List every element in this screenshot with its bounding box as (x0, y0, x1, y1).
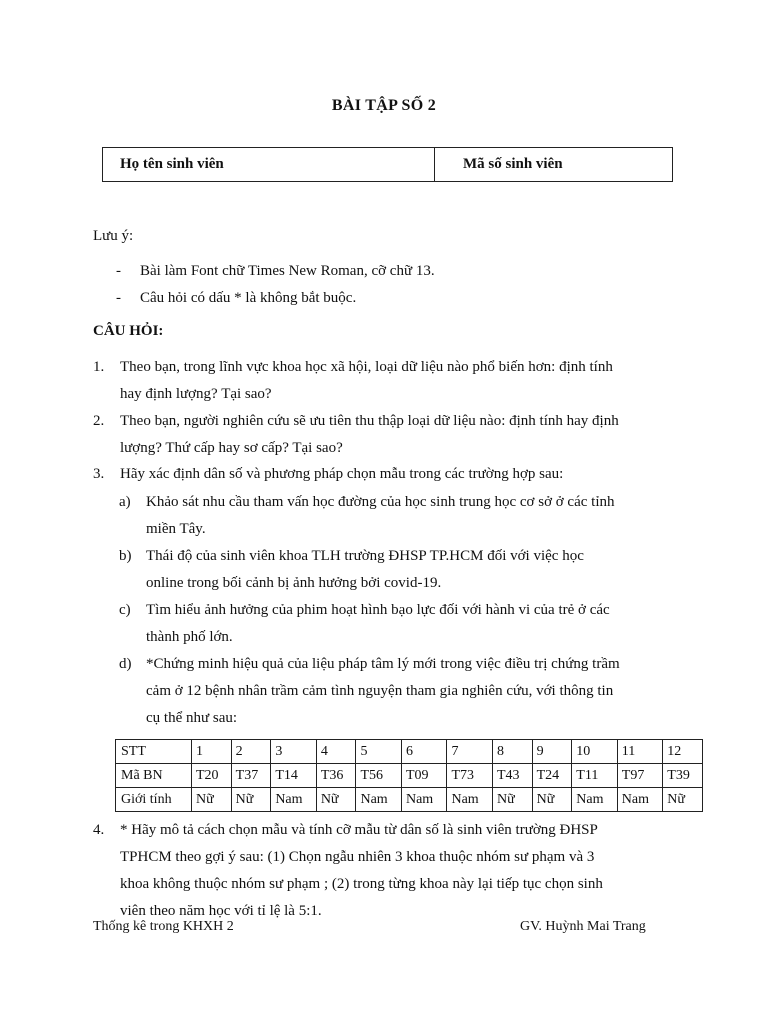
table-cell: Nữ (192, 788, 232, 812)
question-2 (93, 408, 683, 462)
table-cell: 12 (663, 740, 703, 764)
sub-question-text: Tìm hiểu ảnh hưởng của phim hoạt hình bạo lực đối với hành vi của trẻ ở các thành phố lớn. (146, 602, 610, 645)
question-text: Theo bạn, trong lĩnh vực khoa học xã hội, loại dữ liệu nào phổ biến hơn: định tính hay định lượng? Tại sao? (120, 359, 613, 402)
question-number: 3. (93, 466, 105, 482)
question-number: 4. (93, 822, 105, 838)
table-cell: 8 (492, 740, 532, 764)
table-cell: T09 (401, 764, 447, 788)
table-cell: Nam (572, 788, 618, 812)
table-cell: 5 (356, 740, 402, 764)
sub-question-a (119, 489, 679, 543)
sub-question-c (119, 597, 679, 651)
table-cell: 11 (617, 740, 663, 764)
table-row (116, 764, 703, 788)
table-cell: 10 (572, 740, 618, 764)
table-cell: T56 (356, 764, 402, 788)
question-number: 2. (93, 413, 105, 429)
table-cell: 9 (532, 740, 572, 764)
student-name-label: Họ tên sinh viên (103, 148, 435, 181)
sub-question-text: Thái độ của sinh viên khoa TLH trường ĐHSP TP.HCM đối với việc học online trong bối cảnh bị ảnh hưởng bởi covid-19. (146, 548, 584, 591)
table-cell: T39 (663, 764, 703, 788)
sub-question-letter: c) (119, 602, 131, 618)
table-cell: Nam (401, 788, 447, 812)
table-row (116, 788, 703, 812)
question-3 (93, 461, 683, 488)
sub-question-letter: b) (119, 548, 132, 564)
table-cell: 7 (447, 740, 493, 764)
sub-question-letter: a) (119, 494, 131, 510)
sub-question-text: *Chứng minh hiệu quả của liệu pháp tâm lý mới trong việc điều trị chứng trầm cảm ở 12 bệnh nhân trầm cảm tình nguyện tham gia nghiên cứu, với thông tin cụ thể như sau: (146, 656, 620, 726)
table-cell: Nam (617, 788, 663, 812)
table-cell: Nữ (492, 788, 532, 812)
sub-question-letter: d) (119, 656, 132, 672)
note-item-text: Bài làm Font chữ Times New Roman, cỡ chữ 13. (140, 263, 435, 279)
note-label: Lưu ý: (93, 228, 134, 244)
table-row-header: Mã BN (116, 764, 192, 788)
table-cell: T11 (572, 764, 618, 788)
table-cell: T37 (231, 764, 271, 788)
table-row-header: STT (116, 740, 192, 764)
table-cell: T20 (192, 764, 232, 788)
question-text: Hãy xác định dân số và phương pháp chọn mẫu trong các trường hợp sau: (120, 466, 564, 482)
question-number: 1. (93, 359, 105, 375)
table-cell: 6 (401, 740, 447, 764)
table-cell: Nữ (532, 788, 572, 812)
note-item-text: Câu hỏi có dấu * là không bắt buộc. (140, 290, 357, 306)
table-cell: T14 (271, 764, 317, 788)
question-4 (93, 817, 683, 925)
table-cell: T36 (316, 764, 356, 788)
table-cell: Nữ (231, 788, 271, 812)
note-item: - Câu hỏi có dấu * là không bắt buộc. (116, 290, 357, 306)
page-title: BÀI TẬP SỐ 2 (331, 97, 437, 114)
table-cell: T43 (492, 764, 532, 788)
question-1 (93, 354, 683, 408)
table-row-header: Giới tính (116, 788, 192, 812)
table-cell: 2 (231, 740, 271, 764)
question-text: Theo bạn, người nghiên cứu sẽ ưu tiên thu thập loại dữ liệu nào: định tính hay định lượng? Thứ cấp hay sơ cấp? Tại sao? (120, 413, 619, 456)
table-cell: T24 (532, 764, 572, 788)
table-cell: Nam (447, 788, 493, 812)
sub-question-b (119, 543, 679, 597)
sub-question-text: Khảo sát nhu cầu tham vấn học đường của học sinh trung học cơ sở ở các tỉnh miền Tây. (146, 494, 615, 537)
question-text: * Hãy mô tả cách chọn mẫu và tính cỡ mẫu từ dân số là sinh viên trường ĐHSP TPHCM theo gợi ý sau: (1) Chọn ngẫu nhiên 3 khoa thuộc nhóm sư phạm và 3 khoa không thuộc nhóm sư phạm ; (2) trong từng khoa này lại tiếp tục chọn sinh viên theo năm học với tỉ lệ là 5:1. (120, 822, 603, 919)
student-info-box (102, 147, 673, 182)
table-row (116, 740, 703, 764)
table-cell: Nam (356, 788, 402, 812)
table-cell: Nam (271, 788, 317, 812)
table-cell: Nữ (316, 788, 356, 812)
sub-question-d (119, 651, 679, 732)
footer-course: Thống kê trong KHXH 2 (93, 919, 234, 934)
student-id-label: Mã số sinh viên (463, 156, 563, 172)
patient-table (115, 739, 703, 812)
table-cell: 1 (192, 740, 232, 764)
questions-heading: CÂU HỎI: (93, 323, 164, 339)
table-cell: 4 (316, 740, 356, 764)
table-cell: T97 (617, 764, 663, 788)
footer-teacher: GV. Huỳnh Mai Trang (520, 919, 646, 934)
note-item: - Bài làm Font chữ Times New Roman, cỡ chữ 13. (116, 263, 435, 279)
table-cell: Nữ (663, 788, 703, 812)
table-cell: 3 (271, 740, 317, 764)
table-cell: T73 (447, 764, 493, 788)
